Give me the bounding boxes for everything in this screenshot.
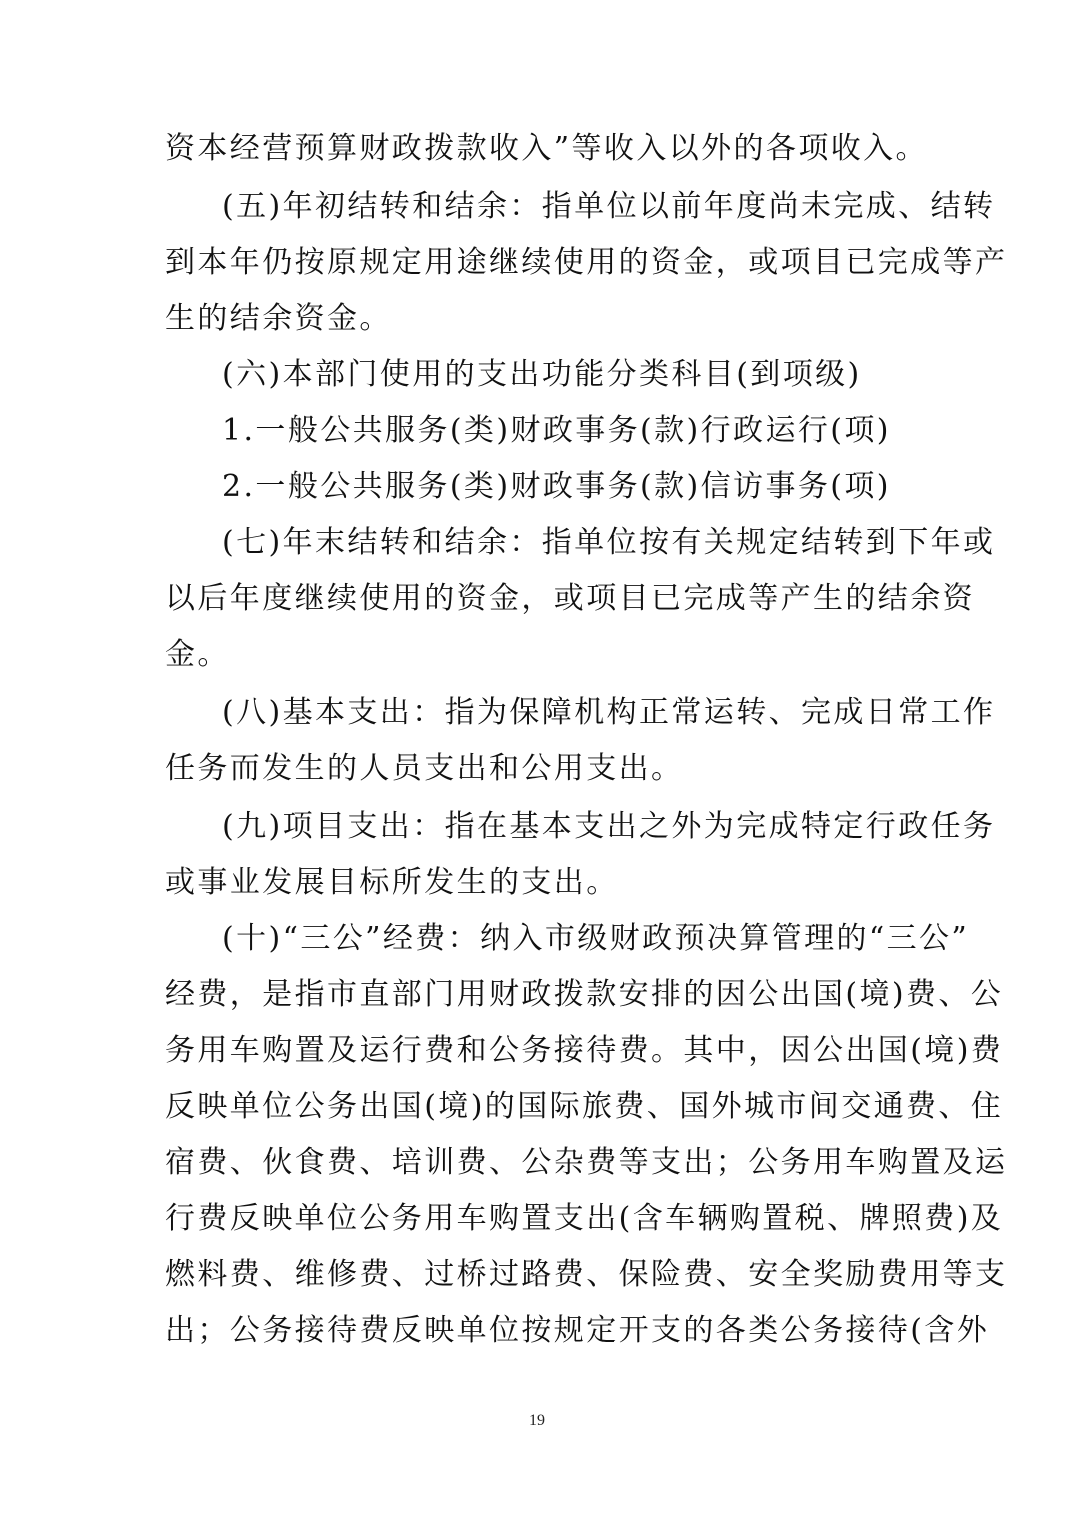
- paragraph-line: (十)“三公”经费：纳入市级财政预决算管理的“三公”: [222, 921, 970, 956]
- paragraph-line: 反映单位公务出国(境)的国际旅费、国外城市间交通费、住: [165, 1089, 1004, 1124]
- paragraph-line: (九)项目支出：指在基本支出之外为完成特定行政任务: [222, 809, 996, 844]
- section-heading: (六)本部门使用的支出功能分类科目(到项级): [222, 357, 862, 392]
- paragraph-line: (五)年初结转和结余：指单位以前年度尚未完成、结转: [222, 189, 996, 224]
- paragraph-line: 金。: [165, 637, 230, 672]
- paragraph-line: 务用车购置及运行费和公务接待费。其中，因公出国(境)费: [165, 1033, 1004, 1068]
- paragraph-line: 任务而发生的人员支出和公用支出。: [165, 751, 684, 786]
- page-number: 19: [529, 1412, 545, 1429]
- list-item: 2.一般公共服务(类)财政事务(款)信访事务(项): [222, 469, 891, 504]
- paragraph-line: 生的结余资金。: [165, 301, 392, 336]
- paragraph-line: 到本年仍按原规定用途继续使用的资金，或项目已完成等产: [165, 245, 1008, 280]
- paragraph-line: 燃料费、维修费、过桥过路费、保险费、安全奖励费用等支: [165, 1257, 1008, 1292]
- paragraph-line: 资本经营预算财政拨款收入”等收入以外的各项收入。: [165, 131, 928, 166]
- paragraph-line: 经费，是指市直部门用财政拨款安排的因公出国(境)费、公: [165, 977, 1004, 1012]
- paragraph-line: 出；公务接待费反映单位按规定开支的各类公务接待(含外: [165, 1313, 990, 1348]
- paragraph-line: 行费反映单位公务用车购置支出(含车辆购置税、牌照费)及: [165, 1201, 1004, 1236]
- paragraph-line: 宿费、伙食费、培训费、公杂费等支出；公务用车购置及运: [165, 1145, 1008, 1180]
- paragraph-line: 以后年度继续使用的资金，或项目已完成等产生的结余资: [165, 581, 975, 616]
- paragraph-line: (七)年末结转和结余：指单位按有关规定结转到下年或: [222, 525, 996, 560]
- paragraph-line: (八)基本支出：指为保障机构正常运转、完成日常工作: [222, 695, 996, 730]
- list-item: 1.一般公共服务(类)财政事务(款)行政运行(项): [222, 413, 891, 448]
- paragraph-line: 或事业发展目标所发生的支出。: [165, 865, 619, 900]
